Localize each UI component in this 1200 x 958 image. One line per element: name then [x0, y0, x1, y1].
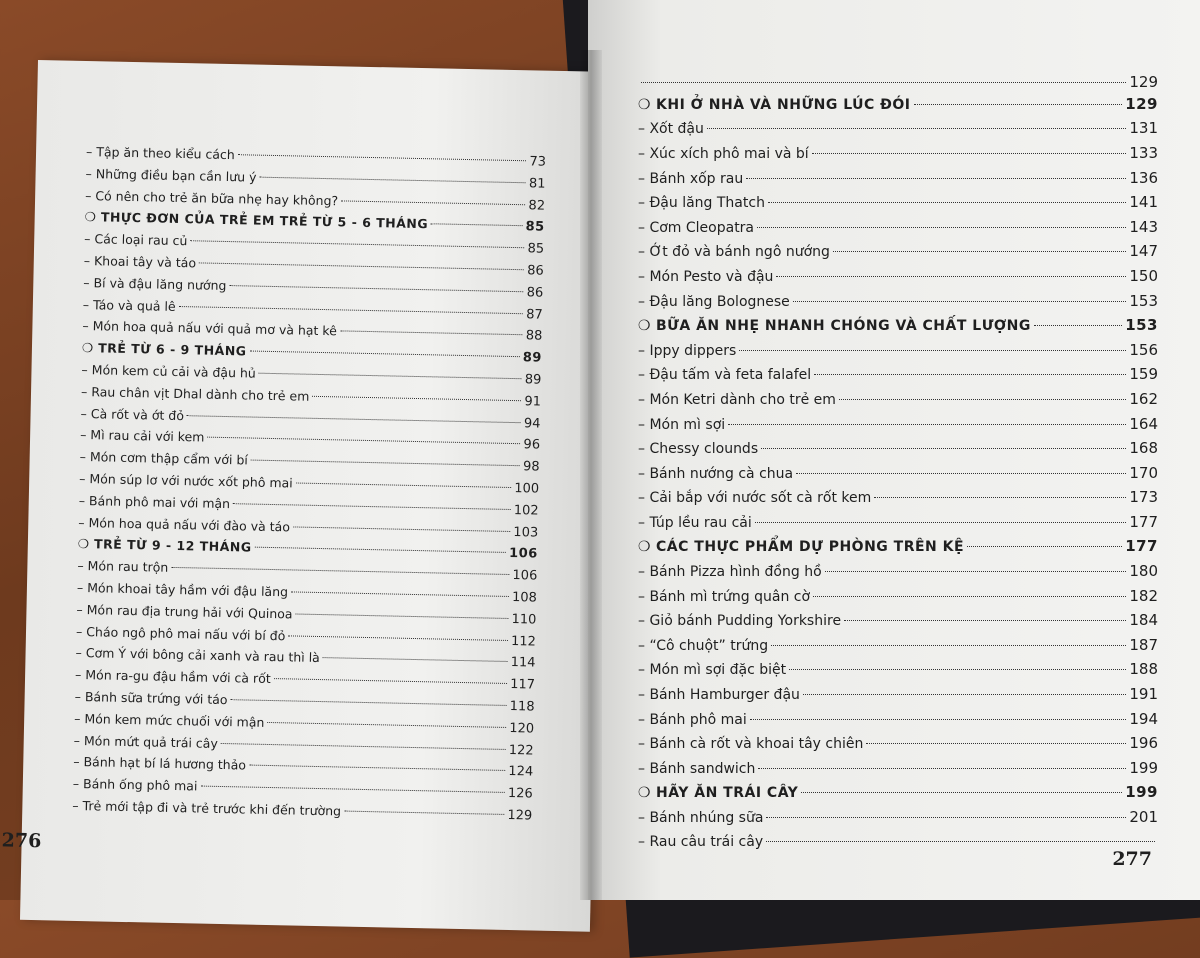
toc-entry — [638, 362, 1158, 387]
dot-leader — [190, 240, 524, 248]
toc-entry — [638, 166, 1158, 191]
toc-entry-title: – Những điều bạn cần lưu ý — [85, 163, 256, 188]
dot-leader — [766, 841, 1155, 842]
toc-entry-title: – Cháo ngô phô mai nấu với bí đỏ — [76, 620, 286, 646]
toc-page-number: 88 — [525, 328, 543, 344]
toc-entry-title: – Cà rốt và ớt đỏ — [80, 403, 184, 427]
toc-page-number: 173 — [1129, 488, 1158, 507]
dot-leader — [771, 645, 1126, 646]
dot-leader — [776, 276, 1126, 277]
toc-entry-title: – Các loại rau củ — [84, 228, 188, 252]
dot-leader — [803, 694, 1126, 695]
toc-entry-title: ❍ TRẺ TỪ 9 - 12 THÁNG — [78, 533, 252, 558]
toc-page-number: 103 — [513, 524, 539, 541]
dot-leader — [431, 224, 522, 227]
toc-entry-title: – Bánh nhúng sữa — [638, 806, 763, 831]
dot-leader — [291, 591, 509, 597]
dot-leader — [1034, 325, 1122, 326]
toc-page-number: 100 — [514, 481, 540, 497]
toc-page-number: 182 — [1129, 586, 1158, 605]
toc-page-number: 118 — [509, 698, 535, 715]
toc-entry-title: – Bánh sữa trứng với táo — [74, 686, 227, 711]
toc-page-number: 141 — [1129, 193, 1158, 212]
toc-entry-title: – Món kem mức chuối với mận — [74, 708, 265, 734]
toc-page-number: 82 — [528, 197, 546, 214]
toc-entry-title: – Bánh nướng cà chua — [638, 462, 793, 487]
toc-page-number: 136 — [1129, 168, 1158, 187]
toc-page-number: 159 — [1129, 365, 1158, 384]
toc-entry-title: – Bánh hạt bí lá hương thảo — [73, 751, 246, 776]
toc-entry-title: – Rau chân vịt Dhal dành cho trẻ em — [81, 381, 310, 408]
toc-page-number: 162 — [1129, 389, 1158, 408]
dot-leader — [789, 669, 1126, 670]
toc-entry-title: – Bánh ống phô mai — [73, 773, 198, 797]
toc-entry-title: – Món rau địa trung hải với Quinoa — [76, 599, 292, 625]
dot-leader — [768, 202, 1126, 203]
toc-page-number: 98 — [522, 459, 540, 475]
toc-page-number: 177 — [1125, 537, 1158, 556]
right-page-number: 277 — [1112, 848, 1152, 870]
dot-leader — [839, 399, 1126, 400]
dot-leader — [340, 331, 523, 336]
toc-entry — [638, 387, 1158, 412]
dot-leader — [914, 104, 1123, 105]
dot-leader — [249, 765, 505, 771]
toc-entry — [638, 559, 1158, 584]
dot-leader — [200, 786, 505, 793]
dot-leader — [758, 768, 1126, 769]
toc-page-number: 112 — [510, 633, 537, 650]
dot-leader — [866, 743, 1126, 744]
toc-entry — [638, 289, 1158, 314]
toc-entry — [638, 510, 1158, 535]
dot-leader — [833, 251, 1126, 252]
dot-leader — [796, 473, 1126, 474]
dot-leader — [641, 82, 1126, 83]
dot-leader — [750, 719, 1127, 720]
dot-leader — [344, 810, 504, 814]
dot-leader — [746, 178, 1126, 179]
toc-entry — [638, 584, 1158, 609]
toc-entry-title: ❍ TRẺ TỪ 6 - 9 THÁNG — [82, 337, 247, 362]
dot-leader — [844, 620, 1126, 621]
toc-page-number: 126 — [507, 786, 533, 802]
dot-leader — [812, 153, 1127, 154]
toc-entry — [638, 756, 1158, 781]
toc-entry — [638, 707, 1158, 732]
toc-entry-title: – Món Pesto và đậu — [638, 265, 773, 290]
toc-entry-title: – Bánh mì trứng quân cờ — [638, 585, 810, 610]
toc-entry-title: – Rau câu trái cây — [638, 830, 763, 855]
toc-page-number: 129 — [1125, 94, 1158, 113]
toc-page-number: 147 — [1129, 242, 1158, 261]
toc-entry — [638, 657, 1158, 682]
toc-entry-title: – Cơm Cleopatra — [638, 216, 754, 241]
toc-entry — [638, 239, 1158, 264]
toc-entry — [638, 830, 1158, 855]
toc-entry-title: – Bánh phô mai — [638, 708, 747, 733]
dot-leader — [341, 200, 525, 205]
toc-page-number: 73 — [529, 154, 547, 170]
dot-leader — [171, 567, 509, 575]
toc-page-number: 184 — [1129, 611, 1158, 630]
toc-entry-title: – Túp lều rau cải — [638, 511, 752, 536]
toc-entry — [638, 436, 1158, 461]
dot-leader — [296, 613, 509, 618]
toc-page-number: 199 — [1129, 758, 1158, 777]
toc-page-number: 143 — [1129, 217, 1158, 236]
toc-entry-title: – Món hoa quả nấu với quả mơ và hạt kê — [82, 315, 337, 342]
dot-leader — [793, 301, 1127, 302]
toc-entry-title: – Bí và đậu lăng nướng — [83, 272, 227, 297]
dot-leader — [238, 154, 527, 161]
toc-section-heading — [638, 780, 1158, 805]
dot-leader — [755, 522, 1127, 523]
dot-leader — [312, 396, 521, 401]
dot-leader — [251, 460, 520, 467]
dot-leader — [761, 448, 1126, 449]
dot-leader — [739, 350, 1126, 351]
toc-page-number: 108 — [511, 589, 537, 606]
toc-entry-title: – Bánh sandwich — [638, 757, 755, 782]
toc-page-number: 188 — [1129, 660, 1158, 679]
toc-entry-title: ❍ KHI Ở NHÀ VÀ NHỮNG LÚC ĐÓI — [638, 93, 911, 118]
left-page — [1, 60, 608, 932]
dot-leader — [323, 657, 508, 662]
toc-page-number: 187 — [1129, 635, 1158, 654]
toc-entry-title: – Món cơm thập cẩm với bí — [79, 446, 248, 471]
toc-entry-title: – Món kem củ cải và đậu hủ — [81, 359, 256, 384]
toc-page-number: 129 — [507, 807, 533, 824]
toc-page-number: 114 — [510, 655, 536, 671]
toc-page-number: 85 — [525, 219, 545, 236]
toc-entry-title: ❍ BỮA ĂN NHẸ NHANH CHÓNG VÀ CHẤT LƯỢNG — [638, 314, 1031, 339]
toc-entry-title: ❍ HÃY ĂN TRÁI CÂY — [638, 781, 798, 806]
dot-leader — [288, 635, 508, 641]
toc-page-number: 164 — [1129, 414, 1158, 433]
dot-leader — [179, 306, 524, 314]
dot-leader — [825, 571, 1127, 572]
dot-leader — [728, 424, 1126, 425]
toc-page-number: 85 — [527, 241, 545, 257]
toc-entry — [638, 116, 1158, 141]
toc-section-heading — [638, 534, 1158, 559]
dot-leader — [813, 596, 1126, 597]
dot-leader — [766, 817, 1126, 818]
toc-entry — [638, 731, 1158, 756]
toc-page-number: 168 — [1129, 439, 1158, 458]
toc-entry-title: – Bánh xốp rau — [638, 167, 743, 192]
toc-entry-title: – Món mì sợi đặc biệt — [638, 658, 786, 683]
book-gutter — [580, 50, 602, 900]
toc-entry-title: – Cải bắp với nước sốt cà rốt kem — [638, 486, 871, 511]
toc-page-number: 110 — [511, 611, 537, 628]
dot-leader — [255, 547, 507, 553]
toc-entry — [638, 461, 1158, 486]
toc-entry — [638, 70, 1158, 92]
toc-entry-title: – Xốt đậu — [638, 117, 704, 142]
dot-leader — [199, 262, 524, 270]
toc-entry-title: – Món rau trộn — [77, 555, 168, 579]
toc-page-number: 89 — [522, 350, 543, 366]
dot-leader — [967, 546, 1122, 547]
toc-entry-title: – Có nên cho trẻ ăn bữa nhẹ hay không? — [85, 185, 338, 212]
dot-leader — [259, 176, 526, 183]
toc-page-number: 124 — [508, 764, 534, 780]
toc-page-number: 153 — [1125, 316, 1158, 335]
left-page-number: 276 — [1, 829, 42, 853]
toc-entry-title: – Ớt đỏ và bánh ngô nướng — [638, 240, 830, 265]
toc-entry — [638, 264, 1158, 289]
toc-entry-title: – Món Ketri dành cho trẻ em — [638, 388, 836, 413]
toc-entry-title: – Món khoai tây hầm với đậu lăng — [77, 577, 289, 603]
toc-entry-title: – Đậu tấm và feta falafel — [638, 363, 811, 388]
toc-entry-title: – Ippy dippers — [638, 339, 736, 364]
toc-page-number: 201 — [1129, 808, 1158, 827]
toc-page-number: 102 — [513, 502, 539, 519]
left-toc-list — [72, 141, 546, 826]
toc-page-number: 96 — [523, 437, 541, 453]
toc-page-number: 199 — [1125, 783, 1158, 802]
toc-entry-title: – Giỏ bánh Pudding Yorkshire — [638, 609, 841, 634]
toc-page-number: 131 — [1129, 119, 1158, 138]
toc-entry — [638, 190, 1158, 215]
toc-entry-title: ❍ CÁC THỰC PHẨM DỰ PHÒNG TRÊN KỆ — [638, 535, 964, 560]
toc-page-number: 91 — [524, 394, 542, 410]
toc-entry — [638, 412, 1158, 437]
toc-page-number: 106 — [508, 546, 538, 562]
toc-entry — [638, 141, 1158, 166]
toc-entry-title: – Bánh Hamburger đậu — [638, 683, 800, 708]
dot-leader — [296, 482, 512, 488]
toc-section-heading — [638, 92, 1158, 117]
dot-leader — [259, 373, 522, 380]
toc-page-number: 133 — [1129, 143, 1158, 162]
toc-entry-title: – Xúc xích phô mai và bí — [638, 142, 809, 167]
toc-page-number: 153 — [1129, 291, 1158, 310]
toc-page-number: 170 — [1129, 463, 1158, 482]
toc-section-heading — [638, 313, 1158, 338]
toc-page-number: 180 — [1129, 562, 1158, 581]
toc-entry — [638, 215, 1158, 240]
dot-leader — [187, 415, 521, 423]
toc-page-number: 122 — [508, 742, 534, 759]
toc-entry-title: – Món ra-gu đậu hầm với cà rốt — [75, 664, 271, 690]
toc-page-number: 87 — [526, 306, 543, 323]
toc-entry — [638, 633, 1158, 658]
toc-entry-title: – Mì rau cải với kem — [80, 424, 205, 448]
dot-leader — [814, 374, 1126, 375]
toc-entry-title: – “Cô chuột” trứng — [638, 634, 768, 659]
toc-page-number: 194 — [1129, 709, 1158, 728]
dot-leader — [874, 497, 1126, 498]
toc-page-number: 86 — [526, 263, 544, 279]
right-page — [588, 0, 1200, 900]
toc-entry-title: – Đậu lăng Thatch — [638, 191, 765, 216]
toc-entry-title: – Món hoa quả nấu với đào và táo — [78, 511, 290, 537]
toc-page-number: 81 — [528, 176, 546, 192]
toc-page-number: 117 — [510, 677, 536, 693]
right-toc-list — [638, 70, 1158, 854]
toc-entry — [638, 805, 1158, 830]
toc-entry-title: – Món mứt quả trái cây — [74, 729, 219, 754]
toc-page-number: 89 — [524, 372, 542, 388]
toc-entry-title: – Chessy clounds — [638, 437, 758, 462]
dot-leader — [801, 792, 1122, 793]
toc-entry-title: – Món mì sợi — [638, 413, 725, 438]
toc-page-number: 86 — [526, 285, 544, 301]
toc-entry-title: – Bánh phô mai với mận — [79, 490, 231, 515]
toc-page-number: 120 — [509, 720, 535, 737]
dot-leader — [221, 742, 506, 749]
toc-entry-title: ❍ THỰC ĐƠN CỦA TRẺ EM TRẺ TỪ 5 - 6 THÁNG — [84, 206, 428, 235]
toc-page-number: 129 — [1129, 73, 1158, 91]
toc-entry-title: – Món súp lơ với nước xốt phô mai — [79, 468, 293, 494]
dot-leader — [274, 678, 508, 684]
toc-entry-title: – Cơm Ý với bông cải xanh và rau thì là — [75, 642, 320, 669]
toc-entry-title: – Bánh cà rốt và khoai tây chiên — [638, 732, 863, 757]
toc-entry-title: – Táo và quả lê — [83, 294, 176, 318]
toc-page-number: 106 — [512, 568, 538, 584]
toc-page-number: 191 — [1129, 685, 1158, 704]
toc-page-number: 196 — [1129, 734, 1158, 753]
toc-entry-title: – Bánh Pizza hình đồng hồ — [638, 560, 822, 585]
toc-entry — [638, 485, 1158, 510]
dot-leader — [267, 722, 506, 728]
toc-page-number: 177 — [1129, 512, 1158, 531]
toc-entry-title: – Tập ăn theo kiểu cách — [86, 141, 235, 166]
toc-entry — [638, 608, 1158, 633]
toc-entry — [638, 338, 1158, 363]
dot-leader — [250, 351, 520, 358]
toc-page-number: 156 — [1129, 340, 1158, 359]
toc-page-number: 150 — [1129, 266, 1158, 285]
dot-leader — [207, 437, 520, 445]
toc-entry-title: – Khoai tây và táo — [84, 250, 197, 274]
dot-leader — [293, 526, 510, 532]
dot-leader — [707, 128, 1126, 129]
toc-entry — [638, 682, 1158, 707]
dot-leader — [233, 503, 511, 510]
toc-entry-title: – Đậu lăng Bolognese — [638, 290, 790, 315]
dot-leader — [230, 699, 506, 706]
dot-leader — [229, 285, 523, 292]
toc-entry-title: – Trẻ mới tập đi và trẻ trước khi đến trường — [72, 795, 341, 822]
dot-leader — [757, 227, 1126, 228]
toc-page-number: 94 — [523, 415, 541, 432]
